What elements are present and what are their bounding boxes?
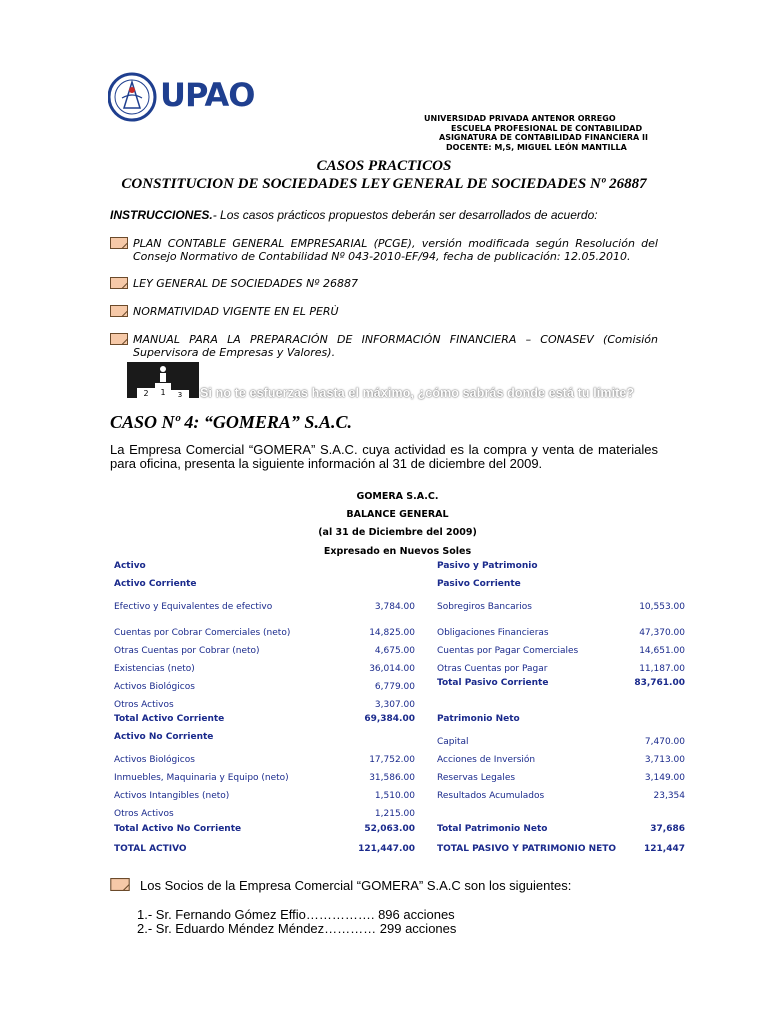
- course-name: ASIGNATURA DE CONTABILIDAD FINANCIERA II: [439, 133, 648, 142]
- account-value: 47,370.00: [639, 628, 685, 638]
- account-value: 14,651.00: [639, 646, 685, 656]
- account-value: 36,014.00: [369, 664, 415, 674]
- account-value: 1,510.00: [374, 791, 415, 801]
- account-value: 3,713.00: [644, 755, 685, 765]
- socio-item: 1.- Sr. Fernando Gómez Effio……………. 896 acciones: [137, 907, 455, 922]
- bullet-item: [110, 333, 658, 359]
- balance-company: GOMERA S.A.C.: [356, 491, 439, 502]
- account-value: 3,307.00: [374, 700, 415, 710]
- total-value: 83,761.00: [634, 678, 685, 688]
- doc-title: CASOS PRACTICOS: [316, 158, 452, 174]
- account-value: 3,149.00: [644, 773, 685, 783]
- note-icon: [110, 237, 128, 249]
- socios-intro-text: Los Socios de la Empresa Comercial “GOMERA” S.A.C son los siguientes:: [140, 878, 572, 893]
- account-label: Otras Cuentas por Cobrar (neto): [114, 646, 260, 656]
- account-label: Otras Cuentas por Pagar: [437, 664, 548, 674]
- total-activo-label: TOTAL ACTIVO: [114, 844, 187, 854]
- upao-logo: [108, 68, 268, 128]
- instructions: [110, 208, 670, 222]
- doc-subtitle: CONSTITUCION DE SOCIEDADES LEY GENERAL DE SOCIEDADES Nº 26887: [121, 176, 647, 192]
- account-value: 23,354: [653, 791, 685, 801]
- balance-name: BALANCE GENERAL: [346, 509, 449, 520]
- instructions-label: INSTRUCCIONES.: [110, 208, 213, 222]
- total-label: Total Activo No Corriente: [114, 824, 242, 834]
- svg-text:3: 3: [177, 391, 183, 398]
- account-label: Acciones de Inversión: [437, 755, 536, 765]
- account-value: 4,675.00: [374, 646, 415, 656]
- instructions-text: - Los casos prácticos propuestos deberán ser desarrollados de acuerdo:: [212, 208, 598, 222]
- logo-text: UPAO: [160, 76, 255, 114]
- total-value: 69,384.00: [364, 714, 415, 724]
- school-name: ESCUELA PROFESIONAL DE CONTABILIDAD: [451, 123, 643, 133]
- university-name: UNIVERSIDAD PRIVADA ANTENOR ORREGO: [424, 114, 616, 123]
- note-icon: [110, 878, 130, 891]
- account-value: 6,779.00: [374, 682, 415, 692]
- svg-text:1: 1: [160, 388, 166, 397]
- account-label: Activos Biológicos: [114, 682, 195, 692]
- account-label: Otros Activos: [114, 809, 174, 819]
- bullet-text: NORMATIVIDAD VIGENTE EN EL PERÙ: [133, 305, 339, 318]
- account-label: Existencias (neto): [114, 664, 195, 674]
- account-value: 14,825.00: [369, 628, 415, 638]
- note-icon: [110, 277, 128, 289]
- account-value: 7,470.00: [644, 737, 685, 747]
- account-value: 10,553.00: [639, 602, 685, 612]
- teacher-name: DOCENTE: M,S, MIGUEL LEÓN MANTILLA: [446, 142, 627, 152]
- account-label: Activos Biológicos: [114, 755, 195, 765]
- account-value: 3,784.00: [374, 602, 415, 612]
- total-pasivo-label: TOTAL PASIVO Y PATRIMONIO NETO: [437, 844, 617, 854]
- note-icon: [110, 333, 128, 345]
- socio-item: 2.- Sr. Eduardo Méndez Méndez………… 299 acciones: [137, 921, 457, 936]
- podium-image: [127, 362, 199, 398]
- case-title: CASO Nº 4: “GOMERA” S.A.C.: [110, 412, 352, 432]
- pasivo-corriente-heading: Pasivo Corriente: [437, 579, 521, 589]
- account-label: Inmuebles, Maquinaria y Equipo (neto): [114, 773, 289, 783]
- pasivo-title: Pasivo y Patrimonio: [437, 561, 538, 571]
- activo-corriente-heading: Activo Corriente: [114, 579, 197, 589]
- account-label: Obligaciones Financieras: [437, 628, 549, 638]
- account-label: Cuentas por Pagar Comerciales: [437, 646, 579, 656]
- total-value: 52,063.00: [364, 824, 415, 834]
- note-icon: [110, 305, 128, 317]
- total-label: Total Pasivo Corriente: [437, 678, 549, 688]
- bullet-item: [110, 237, 658, 263]
- account-value: 1,215.00: [374, 809, 415, 819]
- balance-currency: Expresado en Nuevos Soles: [323, 546, 472, 557]
- svg-text:2: 2: [143, 389, 149, 398]
- account-label: Activos Intangibles (neto): [114, 791, 230, 801]
- balance-date: (al 31 de Diciembre del 2009): [318, 527, 477, 538]
- socios-intro: [110, 878, 571, 893]
- university-info: [420, 114, 680, 152]
- account-label: Capital: [437, 737, 469, 747]
- podium-icon: [127, 362, 199, 398]
- total-label: Total Activo Corriente: [114, 714, 225, 724]
- account-value: 11,187.00: [639, 664, 685, 674]
- total-label: Total Patrimonio Neto: [437, 824, 548, 834]
- total-activo-value: 121,447.00: [358, 844, 415, 854]
- account-label: Reservas Legales: [437, 773, 516, 783]
- activo-no-corriente-heading: Activo No Corriente: [114, 732, 214, 742]
- bullet-item: [110, 305, 658, 318]
- activo-title: Activo: [114, 561, 146, 571]
- bullet-item: [110, 277, 658, 290]
- total-pasivo-value: 121,447: [644, 844, 685, 854]
- case-paragraph: La Empresa Comercial “GOMERA” S.A.C. cuya actividad es la compra y venta de materiales para oficina, presenta la siguiente información al 31 de diciembre del 2009.: [110, 442, 658, 471]
- account-label: Efectivo y Equivalentes de efectivo: [114, 602, 273, 612]
- bullet-text: PLAN CONTABLE GENERAL EMPRESARIAL (PCGE), versión modificada según Resolución del Consejo Normativo de Contabilidad Nº 043-2010-EF/94, fecha de publicación: 12.05.2010.: [133, 237, 658, 263]
- bullet-text: LEY GENERAL DE SOCIEDADES Nº 26887: [133, 277, 358, 290]
- account-label: Otros Activos: [114, 700, 174, 710]
- account-value: 31,586.00: [369, 773, 415, 783]
- patrimonio-heading: Patrimonio Neto: [437, 714, 520, 724]
- motto-text: Si no te esfuerzas hasta el máximo, ¿cómo sabrás donde está tu límite?: [200, 386, 635, 400]
- total-value: 37,686: [650, 824, 685, 834]
- account-label: Resultados Acumulados: [437, 791, 545, 801]
- account-value: 17,752.00: [369, 755, 415, 765]
- account-label: Cuentas por Cobrar Comerciales (neto): [114, 628, 291, 638]
- bullet-text: MANUAL PARA LA PREPARACIÓN DE INFORMACIÓN FINANCIERA – CONASEV (Comisión Supervisora de Empresas y Valores).: [133, 333, 658, 359]
- account-label: Sobregiros Bancarios: [437, 602, 532, 612]
